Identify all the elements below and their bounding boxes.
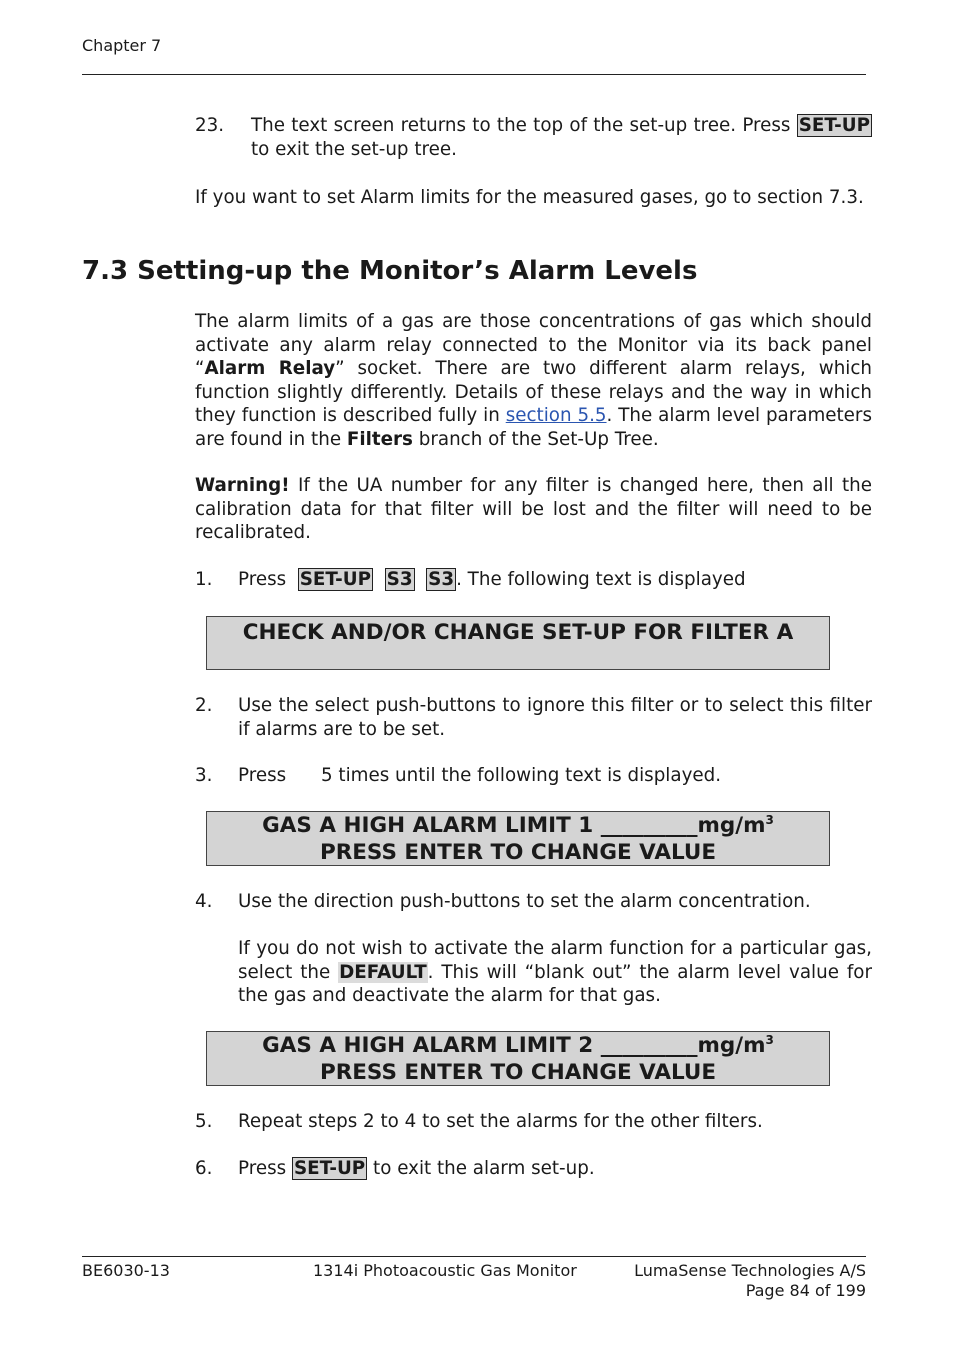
setup-key: SET-UP: [299, 569, 372, 590]
step-5-text: Repeat steps 2 to 4 to set the alarms for the other filters.: [238, 1111, 763, 1132]
section-5-5-link[interactable]: section 5.5: [505, 405, 607, 426]
footer-company: LumaSense Technologies A/S: [634, 1261, 866, 1280]
section-heading: 7.3 Setting-up the Monitor’s Alarm Levels: [82, 256, 698, 286]
setup-key: SET-UP: [798, 115, 870, 136]
footer-rule: [82, 1256, 866, 1257]
display-screen-alarm-limit-2: [206, 1031, 830, 1086]
header-rule: [82, 74, 866, 75]
intro-paragraph: If you want to set Alarm limits for the measured gases, go to section 7.3.: [195, 187, 864, 208]
running-header: Chapter 7: [82, 36, 162, 55]
step-3-number: 3.: [195, 765, 213, 786]
step-23-number: 23.: [195, 115, 225, 136]
footer-product: 1314i Photoacoustic Gas Monitor: [313, 1261, 577, 1280]
step-1-text: Press SET-UP S3 S3 . The following text is displayed: [238, 569, 746, 590]
s3-key: S3: [428, 569, 455, 590]
step-4-text: Use the direction push-buttons to set the alarm concentration.: [238, 891, 811, 912]
footer-page-number: Page 84 of 199: [745, 1281, 866, 1300]
screen-line: GAS A HIGH ALARM LIMIT 2 $\_\_\_\_\_\_\_\_\_mg/m^3$: [262, 1032, 774, 1058]
screen-line: PRESS ENTER TO CHANGE VALUE: [319, 1060, 717, 1085]
setup-key: SET-UP: [293, 1158, 366, 1179]
warning-paragraph: Warning! If the UA number for any filter is changed here, then all the calibration data for that filter will be lost and the filter will need to be recalibrated.: [195, 475, 872, 543]
step-5-number: 5.: [195, 1111, 213, 1132]
s3-key: S3: [386, 569, 413, 590]
screen-line: GAS A HIGH ALARM LIMIT 1 $\_\_\_\_\_\_\_\_\_mg/m^3$: [262, 812, 774, 838]
default-key: DEFAULT: [339, 961, 427, 983]
display-screen-alarm-limit-1: [206, 811, 830, 866]
step-6-text: Press SET-UP to exit the alarm set-up.: [238, 1158, 595, 1179]
body-paragraph: The alarm limits of a gas are those concentrations of gas which should activate any alarm relay connected to the Monitor via its back panel “Alarm Relay” socket. There are two different alarm relays, which function slightly differently. Details of these relays and the way in which they function is described fully in section 5.5. The alarm level parameters are found in the Filters branch of the Set-Up Tree.: [195, 311, 872, 450]
screen-line: PRESS ENTER TO CHANGE VALUE: [319, 840, 717, 865]
step-4-number: 4.: [195, 891, 213, 912]
step-2-number: 2.: [195, 695, 213, 716]
step-1-number: 1.: [195, 569, 213, 590]
screen-line: CHECK AND/OR CHANGE SET-UP FOR FILTER A: [242, 620, 794, 645]
step-6-number: 6.: [195, 1158, 213, 1179]
step-4-note: If you do not wish to activate the alarm function for a particular gas, select the DEFAULT. This will “blank out” the alarm level value for the gas and deactivate the alarm for that gas.: [238, 938, 872, 1006]
footer-doc-number: BE6030-13: [82, 1261, 170, 1280]
step-23-text: The text screen returns to the top of the set-up tree. Press SET-UP to exit the set-up tree.: [251, 115, 870, 160]
display-screen-filter-a: [206, 616, 830, 670]
warning-label: Warning!: [195, 475, 290, 496]
step-2-text: Use the select push-buttons to ignore this filter or to select this filter if alarms are to be set.: [238, 695, 872, 740]
step-3-text: Press 5 times until the following text is displayed.: [238, 765, 722, 786]
